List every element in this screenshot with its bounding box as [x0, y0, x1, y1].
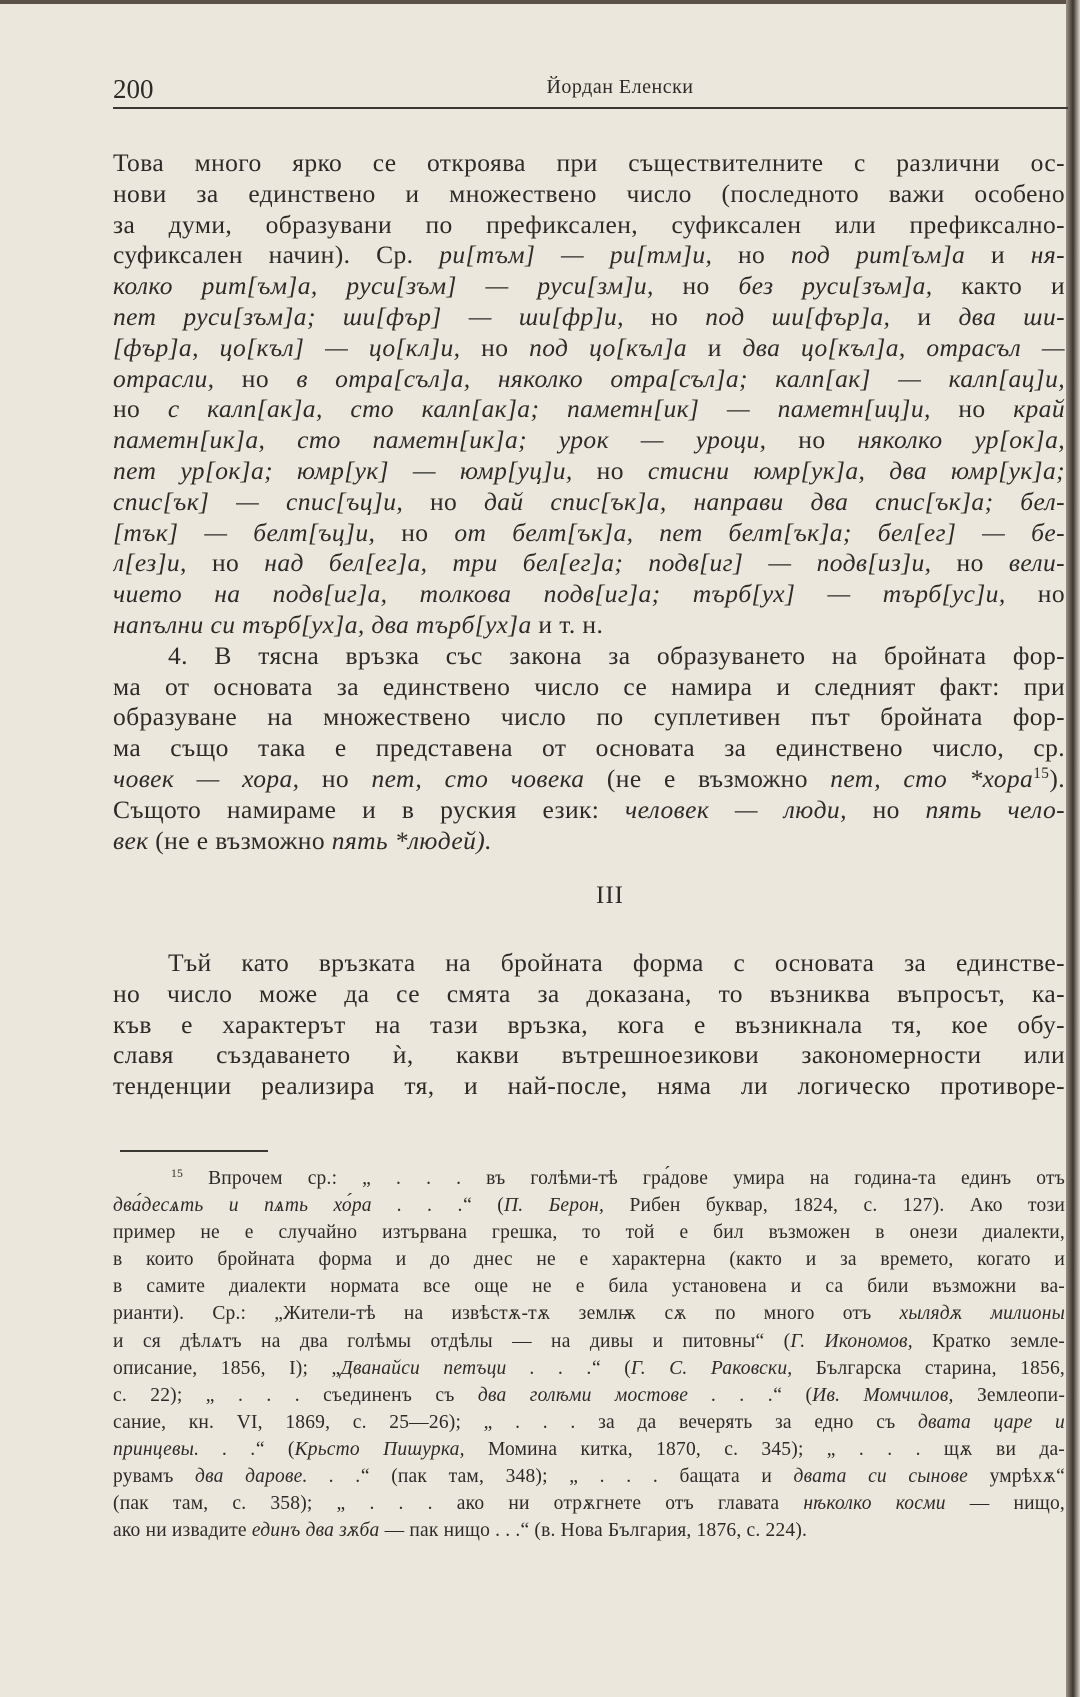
text-run: както и: [932, 271, 1065, 301]
italic-example: два дарове. . .: [195, 1466, 361, 1488]
text-line: [113, 702, 1065, 733]
text-run: къв е характерът на тази връзка, кога е възникнала тя, кое обу-: [113, 1009, 1065, 1039]
text-run: — нищо,: [945, 1493, 1065, 1515]
header-rule: [113, 107, 1068, 109]
text-run: Кратко земле-: [912, 1330, 1065, 1352]
text-run: “ (: [591, 1357, 631, 1379]
italic-example: дай спис[ък]а, направи два спис[ък]а; бел-: [483, 486, 1065, 516]
text-run: — пак нищо . . .“ (в. Нова България, 1876, с. 224).: [379, 1520, 808, 1542]
italic-example: от белт[ък]а, пет белт[ък]а; бел[ег] — бе-: [454, 517, 1065, 547]
text-run: и: [890, 301, 959, 331]
text-line: [113, 1071, 1065, 1102]
main-text-top: [113, 148, 1065, 856]
text-line: [113, 1382, 1065, 1409]
text-run: Българска старина, 1856,: [792, 1357, 1065, 1379]
italic-example: два́десѧть и пѧть хо́ра . . .: [113, 1195, 464, 1217]
italic-example: над бел[ег]а, три бел[ег]а; подв[иг] — подв[из]и,: [264, 548, 932, 578]
italic-example: пет ур[ок]а; юмр[ук] — юмр[уц]и,: [113, 455, 573, 485]
text-line: [113, 641, 1065, 672]
text-run: но: [460, 332, 530, 362]
text-line: [113, 764, 1065, 795]
footnote-marker: 15: [171, 1166, 184, 1180]
text-line: [113, 548, 1065, 579]
text-run: “ (: [255, 1438, 295, 1460]
italic-example: чието на подв[иг]а, толкова подв[иг]а; търб[ух] — търб[ус]и,: [113, 579, 1006, 609]
italic-example: принцевы. . .: [113, 1438, 256, 1460]
italic-example: под ши[фър]а,: [705, 301, 891, 331]
text-line: [113, 148, 1065, 179]
italic-example: Г. С. Раковски,: [630, 1357, 793, 1379]
italic-example: под рит[ъм]а: [790, 240, 966, 270]
text-run: рувамъ: [113, 1466, 196, 1488]
italic-example: пет, сто *хора: [830, 763, 1034, 793]
text-run: но: [113, 394, 168, 424]
text-line: [113, 1300, 1065, 1327]
italic-example: пет руси[зъм]а; ши[фър] — ши[фр]и,: [113, 301, 624, 331]
text-line: [113, 610, 1065, 641]
italic-example: два голѣми мостове . . .: [477, 1384, 774, 1406]
italic-example: Г. Икономов,: [790, 1330, 913, 1352]
italic-example: человек — люди,: [625, 794, 847, 824]
italic-example: пет, сто човека: [371, 763, 585, 793]
text-run: тенденции реализира тя, и най-после, няма ли логическо противоре-: [113, 1071, 1065, 1101]
text-run: Това много ярко се откроява при съществителните с различни ос-: [113, 148, 1065, 177]
text-run: ако ни извадите: [113, 1520, 252, 1542]
text-line: [113, 733, 1065, 764]
text-run: (не е възможно: [584, 763, 831, 793]
text-run: но: [572, 455, 648, 485]
text-run: но: [712, 240, 791, 270]
text-run: Същото намираме и в руския език:: [113, 794, 626, 824]
text-line: [113, 1355, 1065, 1382]
text-run: в самите диалекти нормата все още не е била установена и са били възможни ва-: [113, 1276, 1065, 1298]
text-line: [113, 1409, 1065, 1436]
text-run: и т. н.: [531, 609, 604, 639]
text-line: [113, 579, 1065, 610]
italic-example: пять *людей).: [331, 825, 492, 855]
text-line: [113, 948, 1065, 979]
italic-example: два ши-: [958, 301, 1065, 331]
text-run: нови за единствено и множествено число (последното важи особено: [113, 178, 1065, 208]
text-line: [113, 302, 1065, 333]
text-run: но: [931, 548, 1009, 578]
text-run: но: [653, 271, 739, 301]
italic-example: паметн[ик]а, сто паметн[ик]а; урок — уроци,: [113, 425, 767, 455]
text-run: за думи, образувани по префиксален, суфиксален или префиксално-: [113, 209, 1065, 239]
italic-example: без руси[зъм]а,: [738, 271, 933, 301]
text-line: [113, 456, 1065, 487]
text-run: описание, 1856, I); „: [113, 1357, 341, 1379]
italic-example: двата си сынове: [793, 1466, 969, 1488]
text-run: но число може да се смята за доказана, то възниква въпросът, ка-: [113, 978, 1065, 1008]
page-number: 200: [113, 74, 154, 104]
text-run: с. 22); „ . . . съединенъ съ: [113, 1384, 478, 1406]
italic-example: пять чело-: [925, 794, 1065, 824]
italic-example: напълни си търб[ух]а, два търб[ух]а: [113, 609, 532, 639]
text-line: [113, 1273, 1065, 1300]
text-line: [113, 672, 1065, 703]
italic-example: в отра[съл]а, няколко отра[съл]а; калп[ак] — калп[ац]и,: [296, 363, 1065, 393]
text-line: [113, 1040, 1065, 1071]
italic-example: двата царе и: [917, 1411, 1065, 1433]
text-line: [113, 1010, 1065, 1041]
text-run: но: [299, 763, 372, 793]
italic-example: вели-: [1008, 548, 1065, 578]
text-line: [113, 1436, 1065, 1463]
text-run: но: [403, 486, 484, 516]
text-run: и: [686, 332, 743, 362]
italic-example: колко рит[ъм]а, руси[зъм] — руси[зм]и,: [113, 271, 654, 301]
text-line: [113, 210, 1065, 241]
italic-example: ри[тъм] — ри[тм]и,: [439, 240, 713, 270]
text-run: “ (: [463, 1195, 504, 1217]
text-run: но: [186, 548, 265, 578]
text-line: [113, 240, 1065, 271]
italic-example: два цо[къл]а, отрасъл —: [742, 332, 1065, 362]
text-run: Тъй като връзката на бройната форма с основата за единстве-: [168, 948, 1065, 977]
text-line: [113, 333, 1065, 364]
text-run: (не е възможно: [148, 825, 332, 855]
italic-example: Крьсто Пишурка,: [294, 1438, 465, 1460]
text-run: ма от основата за единствено число се намира и следният факт: при: [113, 671, 1065, 701]
text-line: [113, 795, 1065, 826]
text-line: [113, 979, 1065, 1010]
italic-example: нѣколко косми: [803, 1493, 946, 1515]
text-run: ма също така е представена от основата за единствено число, ср.: [113, 733, 1065, 763]
text-line: [113, 425, 1065, 456]
main-text-bottom: [113, 948, 1065, 1102]
text-line: [113, 1328, 1065, 1355]
italic-example: отрасли,: [113, 363, 215, 393]
text-line: [113, 1165, 1065, 1192]
footnotes: [113, 1165, 1065, 1544]
text-run: но: [1005, 579, 1065, 609]
text-line: [113, 364, 1065, 395]
text-run: Землеопи-: [953, 1384, 1065, 1406]
italic-example: няколко ур[ок]а,: [857, 425, 1065, 455]
text-run: но: [375, 517, 455, 547]
text-line: [113, 271, 1065, 302]
text-line: [113, 1219, 1065, 1246]
text-line: [113, 1517, 1065, 1544]
text-run: образуване на множествено число по суплетивен път бройната фор-: [113, 702, 1065, 732]
italic-example: човек — хора,: [113, 763, 300, 793]
text-run: пример не е случайно изтървана грешка, то той е бил възможен в онези диалекти,: [113, 1222, 1065, 1244]
text-run: в които бройната форма и до днес не е характерна (както и за времето, когато и: [113, 1249, 1065, 1271]
text-line: [113, 394, 1065, 425]
text-line: [113, 826, 1065, 857]
italic-example: П. Берон,: [503, 1195, 605, 1217]
italic-example: Ив. Момчилов,: [812, 1384, 954, 1406]
italic-example: единъ два зѫба: [251, 1520, 380, 1542]
text-line: [113, 1192, 1065, 1219]
italic-example: под цо[къл]а: [529, 332, 687, 362]
text-run: суфиксален начин). Ср.: [113, 240, 440, 270]
text-run: ).: [1049, 763, 1065, 793]
italic-example: л[ез]и,: [113, 548, 187, 578]
text-run: но: [623, 301, 706, 331]
text-line: [113, 1246, 1065, 1273]
text-run: Рибен буквар, 1824, с. 127). Ако този: [604, 1195, 1065, 1217]
text-line: [113, 487, 1065, 518]
text-line: [113, 518, 1065, 549]
scan-page-edge-shadow: [1066, 0, 1080, 1697]
text-run: “ (пак там, 348); „ . . . бащата и: [360, 1466, 794, 1488]
text-run: Впрочем ср.: „ . . . въ голѣми-тѣ гра́дове умира на година-та единъ отъ: [183, 1168, 1065, 1189]
text-run: но: [766, 425, 858, 455]
text-line: [113, 1490, 1065, 1517]
text-run: но: [930, 394, 1014, 424]
text-run: 4. В тясна връзка със закона за образуването на бройната фор-: [168, 640, 1065, 670]
section-heading: III: [596, 882, 624, 909]
footnote-rule: [120, 1150, 268, 1152]
italic-example: Дванайси петъци . . .: [340, 1357, 592, 1379]
italic-example: [тък] — белт[ъц]и,: [113, 517, 376, 547]
italic-example: край: [1013, 394, 1065, 424]
italic-example: хылядѫ милионы: [899, 1303, 1065, 1325]
text-line: [113, 179, 1065, 210]
text-run: “ (: [773, 1384, 813, 1406]
italic-example: с калп[ак]а, сто калп[ак]а; паметн[ик] — паметн[иц]и,: [167, 394, 931, 424]
footnote-marker: 15: [1033, 764, 1050, 782]
italic-example: спис[ък] — спис[ъц]и,: [113, 486, 404, 516]
text-run: и: [965, 240, 1031, 270]
italic-example: ня-: [1030, 240, 1065, 270]
text-line: [113, 1463, 1065, 1490]
text-run: умрѣхѫ“: [968, 1466, 1065, 1488]
italic-example: век: [113, 825, 149, 855]
running-head-author: Йордан Еленски: [546, 76, 694, 98]
text-run: Момина китка, 1870, с. 345); „ . . . щѫ ви да-: [464, 1438, 1065, 1460]
text-run: но: [214, 363, 297, 393]
italic-example: [фър]а, цо[къл] — цо[кл]и,: [113, 332, 461, 362]
text-run: рианти). Ср.: „Жители-тѣ на извѣстѫ-тѫ землѭ сѫ по много отъ: [113, 1303, 900, 1325]
text-run: но: [846, 794, 926, 824]
text-run: (пак там, с. 358); „ . . . ако ни отрѫгнете отъ главата: [113, 1493, 804, 1515]
text-run: и ся дѣлѧтъ на два голѣмы отдѣлы — на дивы и питовны“ (: [113, 1330, 791, 1352]
italic-example: стисни юмр[ук]а, два юмр[ук]а;: [647, 455, 1065, 485]
text-run: сание, кн. VI, 1869, с. 25—26); „ . . . за да вечерять за едно съ: [113, 1411, 918, 1433]
text-run: славя създаването ѝ, какви вътрешноезикови закономерности или: [113, 1040, 1065, 1070]
scan-top-edge: [0, 0, 1080, 4]
